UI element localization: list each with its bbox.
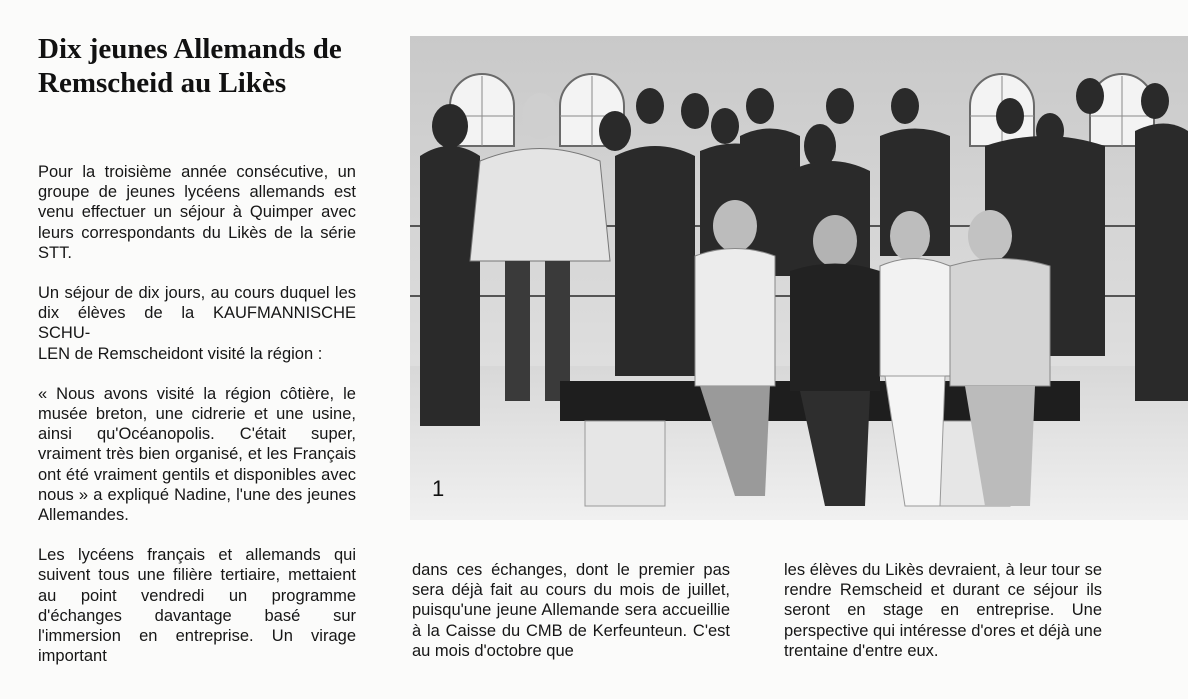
photo-number: 1 bbox=[432, 476, 445, 501]
article-column-3 bbox=[784, 560, 1102, 661]
paragraph-quote: « Nous avons visité la région côtière, le musée breton, une cidrerie et une usine, ainsi qu'Océanopolis. C'était super, vraiment très bien organisé, et les Français ont été vraiment gentils et disponibles avec nous » a expliqué Nadine, l'une des jeunes Allemandes. bbox=[38, 384, 356, 525]
paragraph-continuation-3: les élèves du Likès devraient, à leur tour se rendre Remscheid et durant ce séjour ils seront en stage en entreprise. Une perspective qui intéresse d'ores et déjà une trentaine d'entre eux. bbox=[784, 561, 1102, 660]
paragraph-sejour: Un séjour de dix jours, au cours duquel les dix élèves de la KAUFMANNISCHE SCHU- LEN de Remscheidont visité la région : bbox=[38, 284, 356, 363]
paragraph-continuation-2: dans ces échanges, dont le premier pas sera déjà fait au cours du mois de juillet, puisqu'une jeune Allemande sera accueillie à la Caisse du CMB de Kerfeunteun. C'est au mois d'octobre que bbox=[412, 561, 730, 660]
group-photo bbox=[410, 36, 1188, 520]
paragraph-intro: Pour la troisième année consécutive, un groupe de jeunes lycéens allemands est venu effectuer un séjour à Quimper avec leurs correspondants du Likès de la série STT. bbox=[38, 163, 356, 262]
group-photo-icon bbox=[410, 36, 1188, 520]
paragraph-programme: Les lycéens français et allemands qui suivent tous une filière tertiaire, mettaient au point vendredi un programme d'échanges davantage basé sur l'immersion en entreprise. Un virage important bbox=[38, 546, 356, 666]
article-headline: Dix jeunes Allemands de Remscheid au Likès bbox=[38, 33, 342, 99]
article-column-1 bbox=[38, 162, 356, 666]
article-column-2 bbox=[412, 560, 730, 661]
